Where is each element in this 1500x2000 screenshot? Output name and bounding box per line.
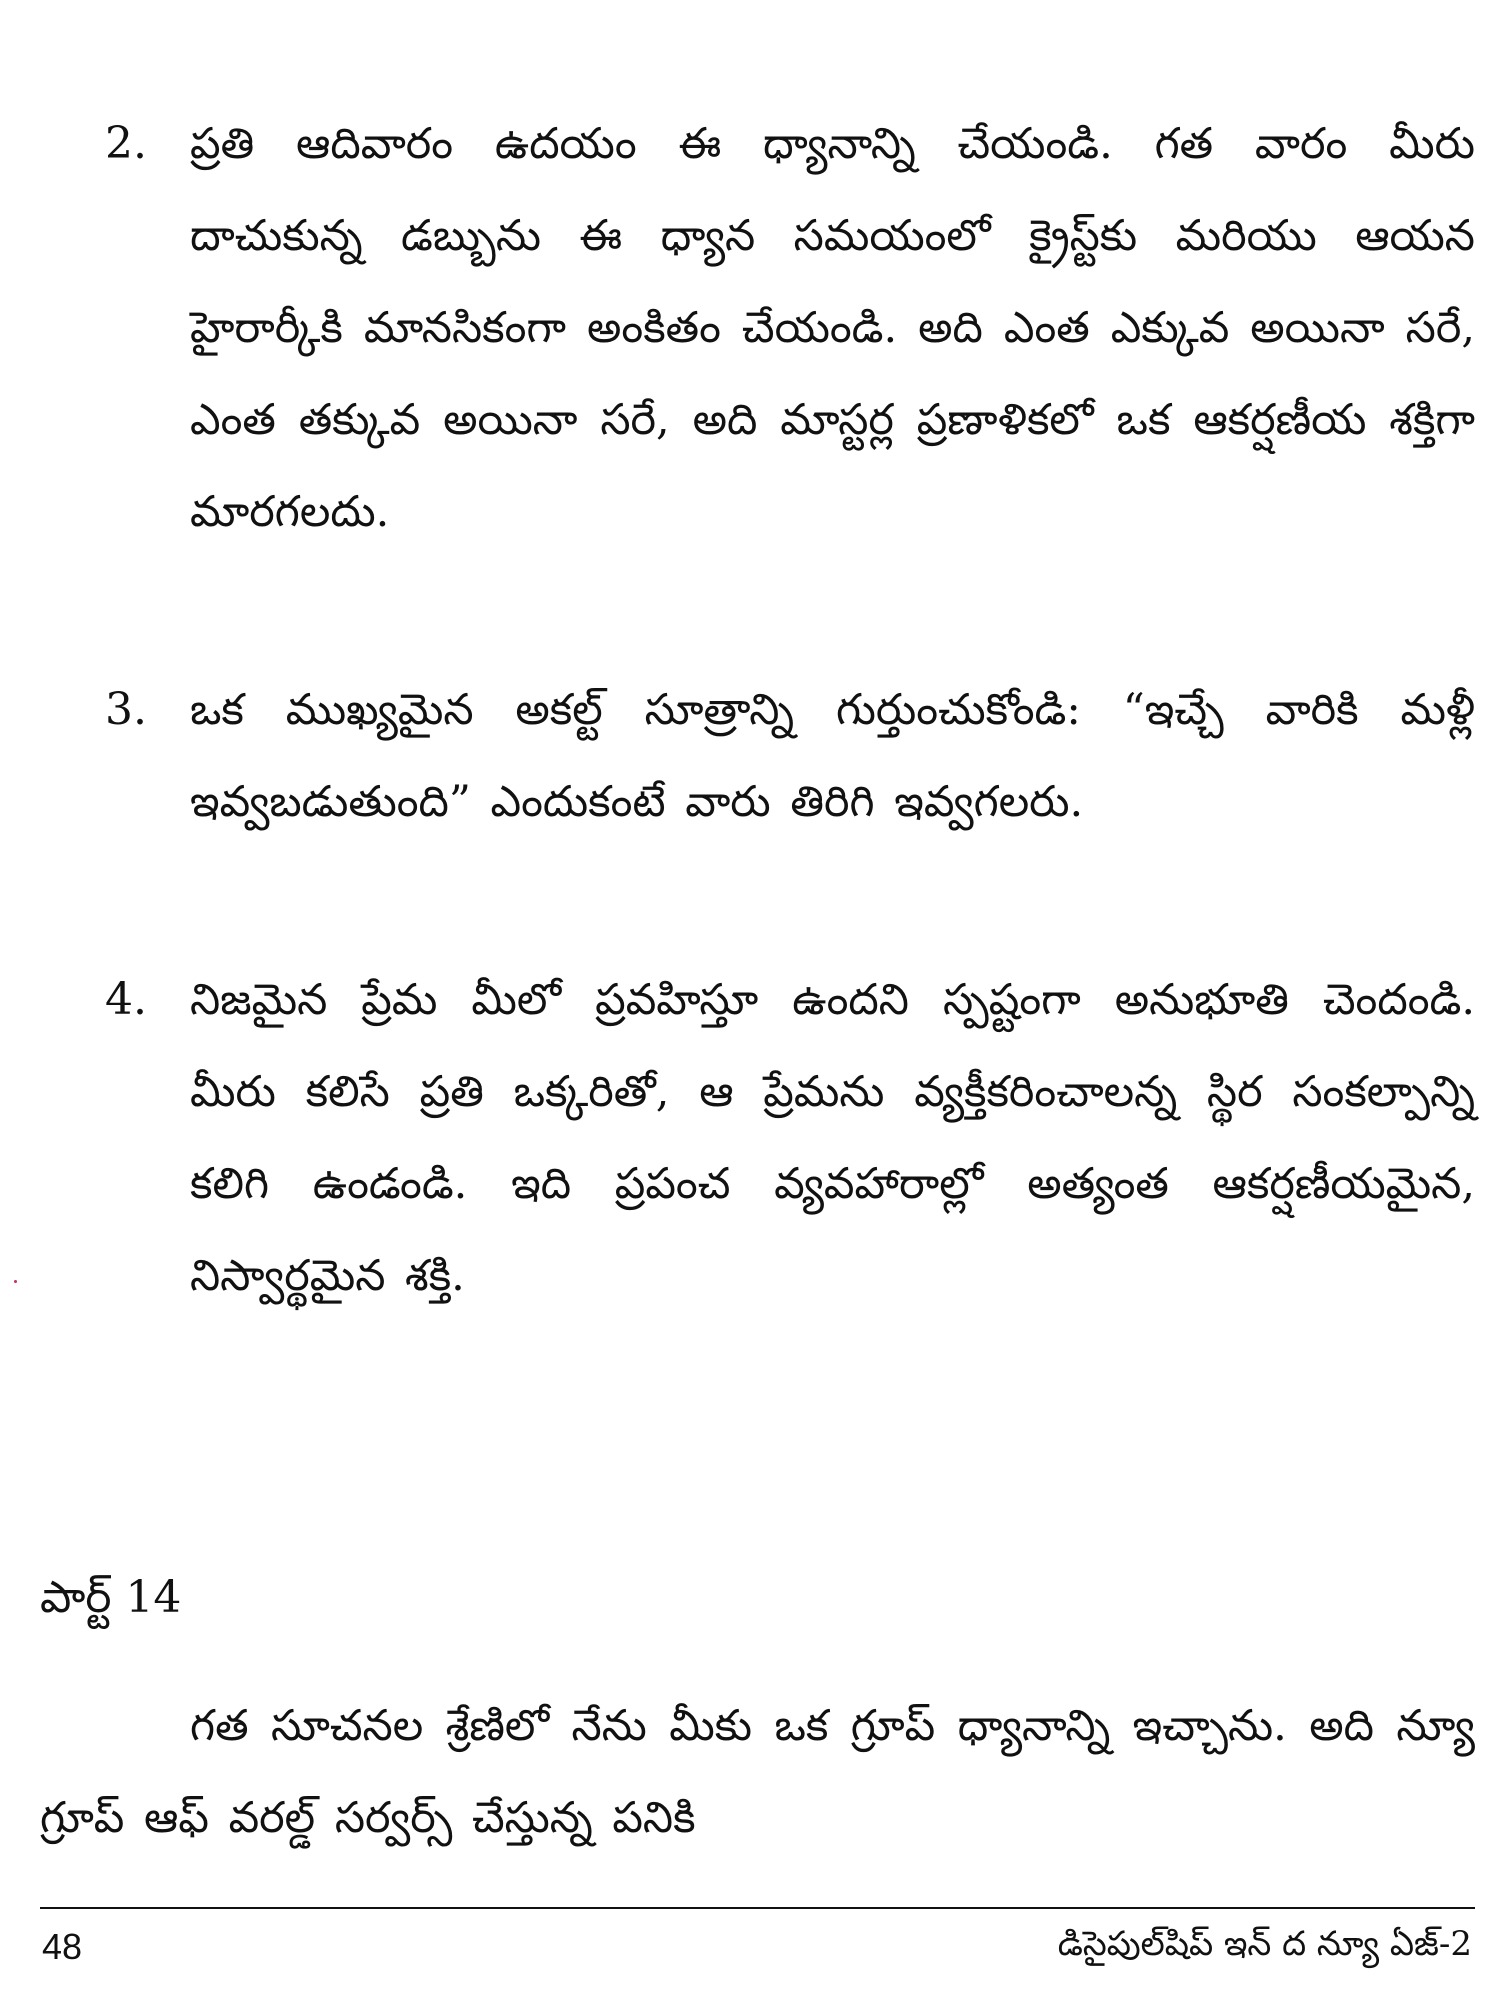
footer-divider xyxy=(40,1907,1475,1909)
list-item-number: 2. xyxy=(105,118,147,169)
list-item-text: ప్రతి ఆదివారం ఉదయం ఈ ధ్యానాన్ని చేయండి. గత వారం మీరు దాచుకున్న డబ్బును ఈ ధ్యాన సమయంలో క్రైస్ట్‌కు మరియు ఆయన హైరార్కీకి మానసికంగా అంకితం చేయండి. అది ఎంత ఎక్కువ అయినా సరే, ఎంత తక్కువ అయినా సరే, అది మాస్టర్ల ప్రణాళికలో ఒక ఆకర్షణీయ శక్తిగా మారగలదు. xyxy=(190,119,1475,537)
margin-mark xyxy=(14,1280,17,1283)
list-item xyxy=(105,954,1475,1322)
list-item-number: 3. xyxy=(105,684,147,735)
section-heading: పార్ట్ 14 xyxy=(40,1572,182,1623)
list-item xyxy=(105,98,1475,558)
body-paragraph: గత సూచనల శ్రేణిలో నేను మీకు ఒక గ్రూప్ ధ్యానాన్ని ఇచ్చాను. అది న్యూ గ్రూప్ ఆఫ్ వరల్డ్ సర్వర్స్ చేస్తున్న పనికి xyxy=(40,1701,1475,1843)
list-item-text: నిజమైన ప్రేమ మీలో ప్రవహిస్తూ ఉందని స్పష్టంగా అనుభూతి చెందండి. మీరు కలిసే ప్రతి ఒక్కరితో, ఆ ప్రేమను వ్యక్తీకరించాలన్న స్థిర సంకల్పాన్ని కలిగి ఉండండి. ఇది ప్రపంచ వ్యవహారాల్లో అత్యంత ఆకర్షణీయమైన, నిస్వార్థమైన శక్తి. xyxy=(190,975,1475,1301)
list-item xyxy=(105,664,1475,848)
page-number: 48 xyxy=(42,1926,83,1967)
running-title: డిసైపుల్‌షిప్ ఇన్ ద న్యూ ఏజ్-2 xyxy=(1057,1924,1472,1964)
list-item-text: ఒక ముఖ్యమైన అకల్ట్ సూత్రాన్ని గుర్తుంచుకోండి: “ఇచ్చే వారికి మళ్లీ ఇవ్వబడుతుంది” ఎందుకంటే వారు తిరిగి ఇవ్వగలరు. xyxy=(190,685,1475,827)
list-item-number: 4. xyxy=(105,974,147,1025)
